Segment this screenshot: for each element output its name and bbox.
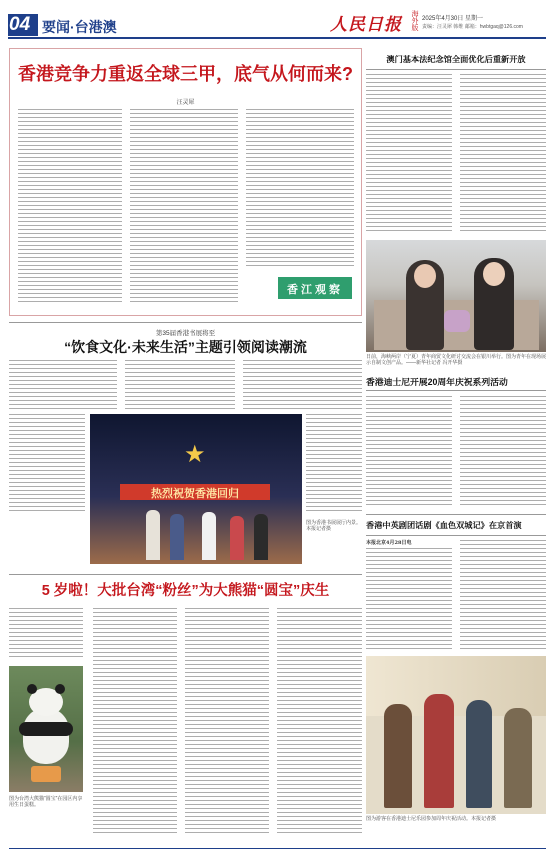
bookfair-title: “饮食文化·未来生活”主题引领阅读潮流 [64, 339, 307, 355]
column-badge-label: 香江观察 [287, 284, 343, 296]
macau-photo [366, 240, 546, 352]
hk-article-title: 香港竞争力重返全球三甲，底气从何而来? [18, 64, 353, 84]
bookfair-photo-caption: 图为香港书展展厅内景。本报记者摄 [306, 520, 362, 532]
macau-article-title: 澳门基本法纪念馆全面优化后重新开放 [386, 55, 526, 64]
craft-item [444, 310, 470, 332]
opera-article-title: 香港中英剧团话剧《血色双城记》在京首演 [366, 521, 522, 530]
hk-body-col-2 [130, 109, 238, 305]
visitor-5 [254, 514, 268, 560]
panda-body-col-1 [9, 608, 83, 660]
opera-photo [366, 656, 546, 814]
panda-ear-right [55, 684, 65, 694]
photo-banner-text: 热烈祝贺香港回归 [151, 488, 239, 500]
bookfair-side-text-right [306, 414, 362, 514]
masthead-rule [8, 37, 546, 39]
editor-line: 责编：汪灵犀 韩维 邮箱：hwbtgaq@126.com [422, 24, 523, 30]
bookfair-kicker: 第35届香港书展将至 [155, 330, 216, 337]
macau-body-col-2 [460, 74, 546, 234]
panda-ear-left [27, 684, 37, 694]
visitor-4 [230, 516, 244, 560]
bookfair-body-col-3 [243, 360, 362, 412]
bookfair-side-text-left [9, 414, 85, 514]
birthday-cake [31, 766, 61, 782]
visitor-1 [146, 510, 160, 560]
panda-arm [19, 722, 73, 736]
page-number: 04 [9, 14, 31, 35]
disney-article-title: 香港迪士尼开展20周年庆祝系列活动 [366, 377, 508, 387]
opera-article [366, 514, 546, 654]
disney-body-col-1 [366, 396, 452, 508]
opera-body-col-2 [460, 540, 546, 652]
macau-photo-caption: 日前，海峡两岸（宁夏）青年商贸文化研讨交流会在银川举行。图为青年在现场展示自制文创产品。——新华社记者 冯开华摄 [366, 354, 547, 366]
panda-body-col-2 [93, 608, 177, 834]
opera-dateline: 本报北京4月28日电 [366, 540, 412, 546]
panda-body-col-3 [185, 608, 269, 834]
bookfair-photo [90, 414, 302, 564]
masthead [0, 0, 553, 38]
panda-photo-caption: 图为台湾大熊猫“圆宝”在园区内享用生日蛋糕。 [9, 796, 83, 808]
disney-article [366, 372, 546, 512]
panda-body [23, 708, 69, 764]
actor-3 [466, 700, 492, 808]
disney-body-col-2 [460, 396, 546, 508]
person-right-face [483, 262, 505, 286]
section-name: 要闻·台港澳 [42, 19, 117, 35]
visitor-3 [202, 512, 216, 560]
visitor-2 [170, 514, 184, 560]
macau-body-col-1 [366, 74, 452, 234]
hk-body-col-3 [246, 109, 354, 269]
opera-body-col-1 [366, 548, 452, 652]
macau-article [366, 48, 546, 238]
bookfair-body-col-2 [125, 360, 235, 412]
edition-label: 海外版 [411, 10, 419, 31]
newspaper-logo: 人民日报 [330, 15, 402, 35]
person-left-face [414, 264, 436, 288]
hk-article-author: 汪灵犀 [176, 100, 195, 106]
actor-1 [384, 704, 412, 808]
issue-date: 2025年4月30日 星期一 [422, 16, 484, 22]
panda-article-title: 5 岁啦！大批台湾“粉丝”为大熊猫“圆宝”庆生 [41, 583, 330, 599]
actor-2 [424, 694, 454, 808]
panda-body-col-4 [277, 608, 362, 834]
panda-photo [9, 666, 83, 792]
opera-photo-caption: 图为游客在香港迪士尼乐园参加周年庆祝活动。本报记者摄 [366, 816, 497, 822]
hk-body-col-1 [18, 109, 122, 305]
hk-article [9, 48, 362, 316]
bookfair-body-col-1 [9, 360, 117, 412]
actor-4 [504, 708, 532, 808]
macau-title-rule [366, 69, 546, 70]
star-decoration: ★ [184, 440, 206, 468]
